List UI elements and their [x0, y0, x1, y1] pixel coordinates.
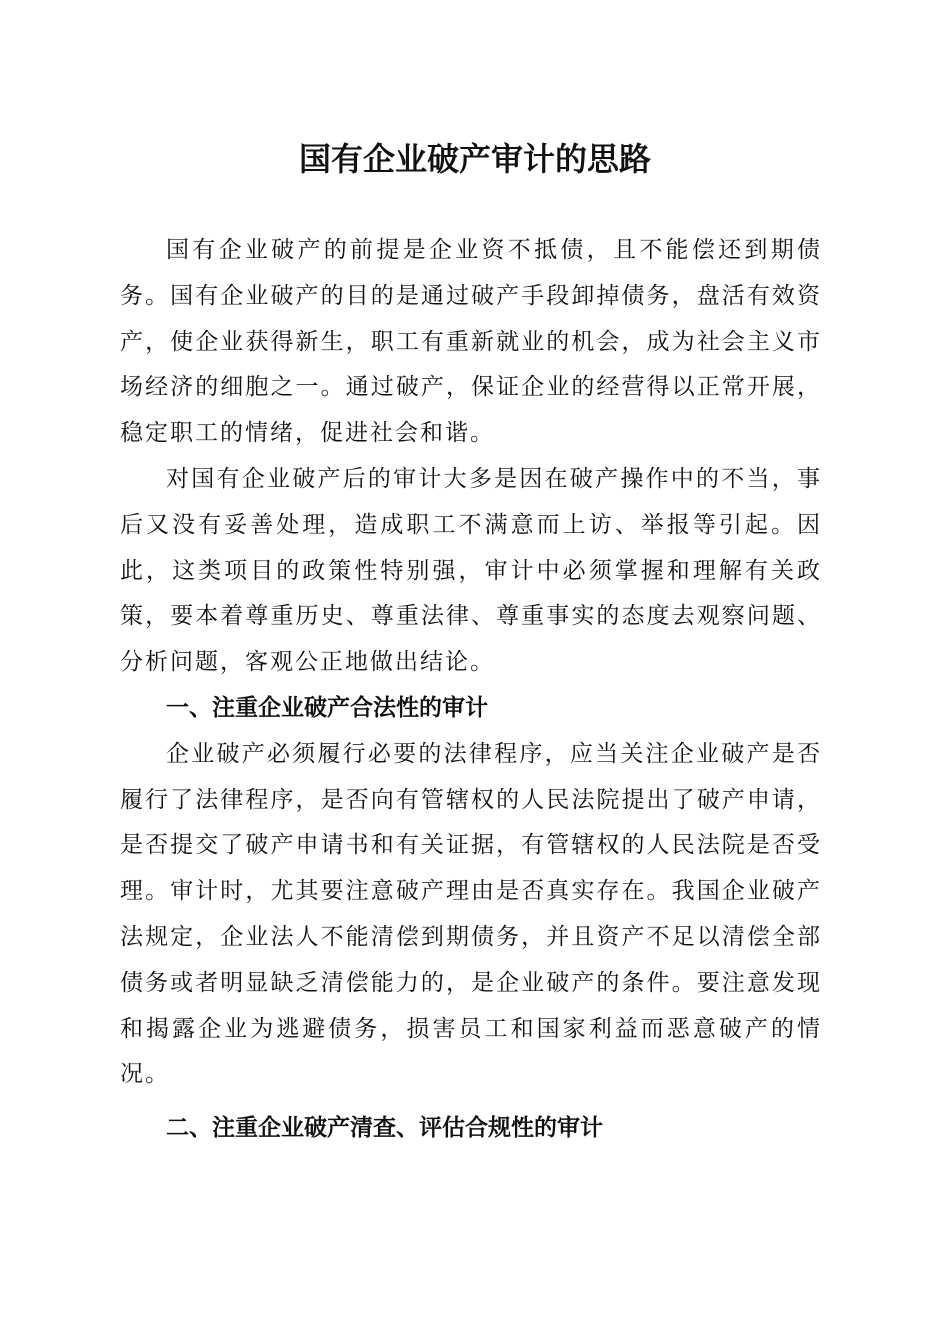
- paragraph-intro: 国有企业破产的前提是企业资不抵债，且不能偿还到期债务。国有企业破产的目的是通过破产手段卸掉债务，盘活有效资产，使企业获得新生，职工有重新就业的机会，成为社会主义市场经济的细胞之一。通过破产，保证企业的经营得以正常开展，稳定职工的情绪，促进社会和谐。: [120, 237, 822, 447]
- paragraph-audit-background: 对国有企业破产后的审计大多是因在破产操作中的不当，事后又没有妥善处理，造成职工不满意而上访、举报等引起。因此，这类项目的政策性特别强，审计中必须掌握和理解有关政策，要本着尊重历史、尊重法律、尊重事实的态度去观察问题、分析问题，客观公正地做出结论。: [120, 465, 822, 676]
- section-1-paragraph: 企业破产必须履行必要的法律程序，应当关注企业破产是否履行了法律程序，是否向有管辖权的人民法院提出了破产申请，是否提交了破产申请书和有关证据，有管辖权的人民法院是否受理。审计时，尤其要注意破产理由是否真实存在。我国企业破产法规定，企业法人不能清偿到期债务，并且资产不足以清偿全部债务或者明显缺乏清偿能力的，是企业破产的条件。要注意发现和揭露企业为逃避债务，损害员工和国家利益而恶意破产的情况。: [120, 740, 822, 1088]
- section-2-heading: 二、注重企业破产清查、评估合规性的审计: [166, 1115, 603, 1142]
- document-title: 国有企业破产审计的思路: [298, 140, 651, 178]
- document-body: [120, 228, 822, 1152]
- section-1-heading: 一、注重企业破产合法性的审计: [166, 694, 488, 721]
